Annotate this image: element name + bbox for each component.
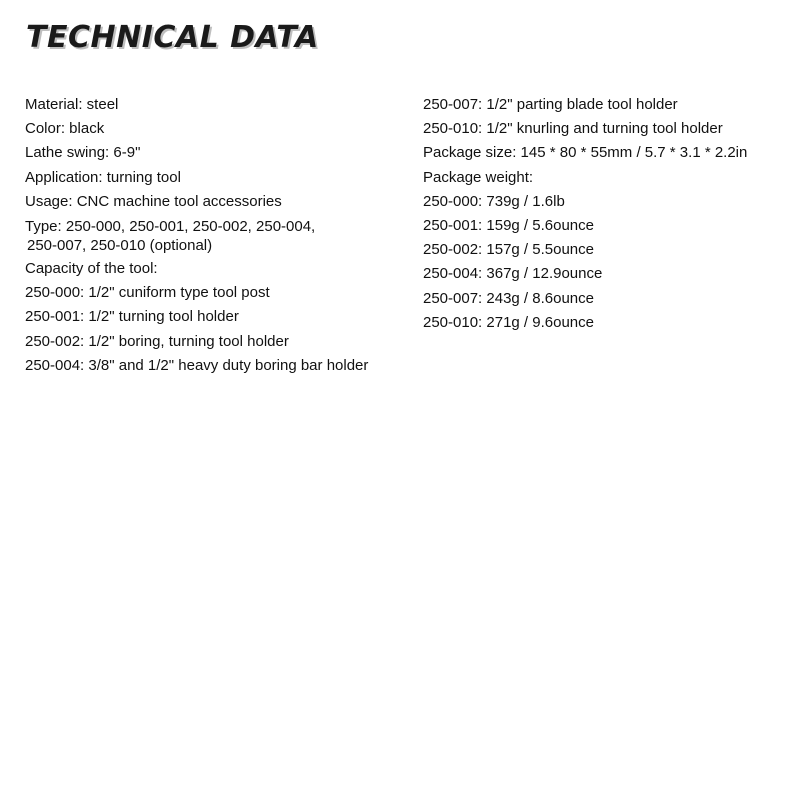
weight-250-001: 250-001: 159g / 5.6ounce [423,217,594,235]
package-size: Package size: 145 * 80 * 55mm / 5.7 * 3.1 * 2.2in [423,144,748,162]
spec-lathe-swing: Lathe swing: 6-9" [25,144,141,162]
spec-type-line-2: 250-007, 250-010 (optional) [27,237,213,255]
weight-250-007: 250-007: 243g / 8.6ounce [423,289,594,307]
weight-250-004: 250-004: 367g / 12.9ounce [423,265,603,283]
weight-250-010: 250-010: 271g / 9.6ounce [423,313,594,331]
spec-color: Color: black [25,120,105,138]
page-title: TECHNICAL DATA [26,20,319,55]
weight-250-000: 250-000: 739g / 1.6lb [423,192,565,210]
capacity-250-002: 250-002: 1/2" boring, turning tool holder [25,332,289,350]
capacity-250-004: 250-004: 3/8" and 1/2" heavy duty boring bar holder [25,356,369,374]
weight-250-002: 250-002: 157g / 5.5ounce [423,241,594,259]
capacity-heading: Capacity of the tool: [25,260,158,278]
spec-type [25,214,410,257]
specs-right-column [423,93,793,335]
capacity-250-001: 250-001: 1/2" turning tool holder [25,308,239,326]
spec-usage: Usage: CNC machine tool accessories [25,192,282,210]
spec-material: Material: steel [25,96,119,113]
capacity-250-010: 250-010: 1/2" knurling and turning tool holder [423,120,723,138]
package-weight-heading: Package weight: [423,168,534,186]
spec-type-line-1: Type: 250-000, 250-001, 250-002, 250-004, [25,218,316,236]
capacity-250-007: 250-007: 1/2" parting blade tool holder [423,96,678,113]
capacity-250-000: 250-000: 1/2" cuniform type tool post [25,284,270,302]
spec-application: Application: turning tool [25,168,181,186]
specs-left-column [25,93,410,378]
